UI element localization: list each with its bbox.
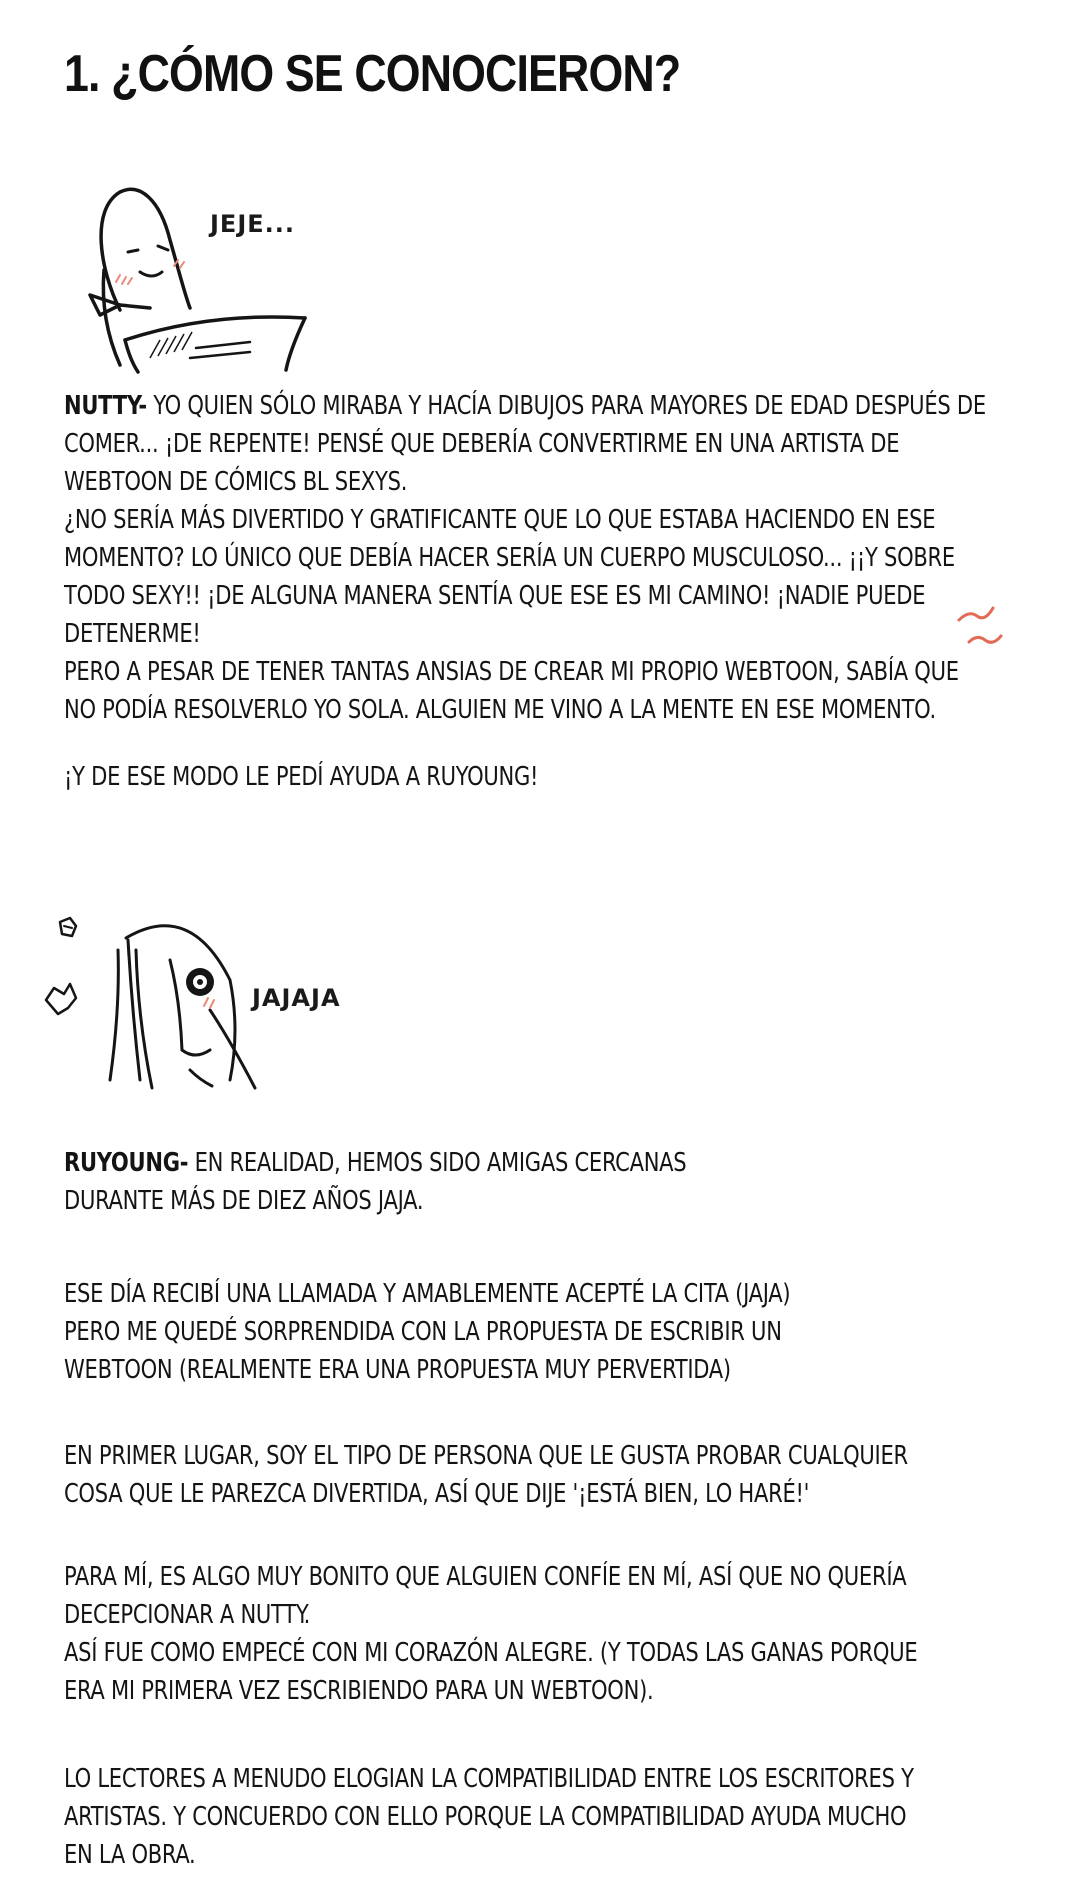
text-line: ¿NO SERÍA MÁS DIVERTIDO Y GRATIFICANTE QUE LO QUE ESTABA HACIENDO EN ESE [64,505,936,535]
text-line: YO QUIEN SÓLO MIRABA Y HACÍA DIBUJOS PARA MAYORES DE EDAD DESPUÉS DE [146,391,986,421]
text-line: COMER... ¡DE REPENTE! PENSÉ QUE DEBERÍA CONVERTIRME EN UNA ARTISTA DE [64,429,900,459]
text-line: DECEPCIONAR A NUTTY. [64,1600,311,1630]
nutty-paragraph [64,387,986,729]
text-line: LO LECTORES A MENUDO ELOGIAN LA COMPATIBILIDAD ENTRE LOS ESCRITORES Y [64,1764,914,1794]
text-line: ESE DÍA RECIBÍ UNA LLAMADA Y AMABLEMENTE ACEPTÉ LA CITA (JAJA) [64,1279,791,1309]
text-line: DURANTE MÁS DE DIEZ AÑOS JAJA. [64,1186,424,1216]
text-line: WEBTOON DE CÓMICS BL SEXYS. [64,467,408,497]
text-line: WEBTOON (REALMENTE ERA UNA PROPUESTA MUY PERVERTIDA) [64,1355,731,1385]
text-line: PERO A PESAR DE TENER TANTAS ANSIAS DE CREAR MI PROPIO WEBTOON, SABÍA QUE [64,657,959,687]
speaker-nutty: NUTTY- [64,391,147,421]
text-line: ARTISTAS. Y CONCUERDO CON ELLO PORQUE LA COMPATIBILIDAD AYUDA MUCHO [64,1802,907,1832]
nutty-illustration [80,180,340,380]
ruyoung-sfx: JAJAJA [252,984,341,1012]
nutty-closing [64,758,874,796]
text-line: ¡Y DE ESE MODO LE PEDÍ AYUDA A RUYOUNG! [64,762,539,792]
ruyoung-paragraph-4 [64,1760,914,1874]
speaker-ruyoung: RUYOUNG- [64,1148,189,1178]
text-line: PERO ME QUEDÉ SORPRENDIDA CON LA PROPUESTA DE ESCRIBIR UN [64,1317,782,1347]
text-line: NO PODÍA RESOLVERLO YO SOLA. ALGUIEN ME VINO A LA MENTE EN ESE MOMENTO. [64,695,936,725]
text-line: ERA MI PRIMERA VEZ ESCRIBIENDO PARA UN WEBTOON). [64,1676,654,1706]
ruyoung-paragraph-1 [64,1275,874,1389]
text-line: DETENERME! [64,619,201,649]
text-line: EN REALIDAD, HEMOS SIDO AMIGAS CERCANAS [188,1148,687,1178]
text-line: EN LA OBRA. [64,1840,196,1870]
ruyoung-intro [64,1144,874,1220]
text-line: EN PRIMER LUGAR, SOY EL TIPO DE PERSONA QUE LE GUSTA PROBAR CUALQUIER [64,1441,908,1471]
squiggle-accent [955,600,1015,660]
text-line: ASÍ FUE COMO EMPECÉ CON MI CORAZÓN ALEGRE. (Y TODAS LAS GANAS PORQUE [64,1638,918,1668]
ruyoung-paragraph-2 [64,1437,908,1513]
ruyoung-paragraph-3 [64,1558,918,1710]
page-title: 1. ¿CÓMO SE CONOCIERON? [64,45,681,103]
text-line: MOMENTO? LO ÚNICO QUE DEBÍA HACER SERÍA UN CUERPO MUSCULOSO... ¡¡Y SOBRE [64,543,955,573]
ruyoung-illustration [40,910,360,1100]
text-line: TODO SEXY!! ¡DE ALGUNA MANERA SENTÍA QUE ESE ES MI CAMINO! ¡NADIE PUEDE [64,581,926,611]
text-line: COSA QUE LE PAREZCA DIVERTIDA, ASÍ QUE DIJE '¡ESTÁ BIEN, LO HARÉ!' [64,1479,810,1509]
text-line: PARA MÍ, ES ALGO MUY BONITO QUE ALGUIEN CONFÍE EN MÍ, ASÍ QUE NO QUERÍA [64,1562,907,1592]
nutty-sfx: JEJE... [210,210,295,238]
